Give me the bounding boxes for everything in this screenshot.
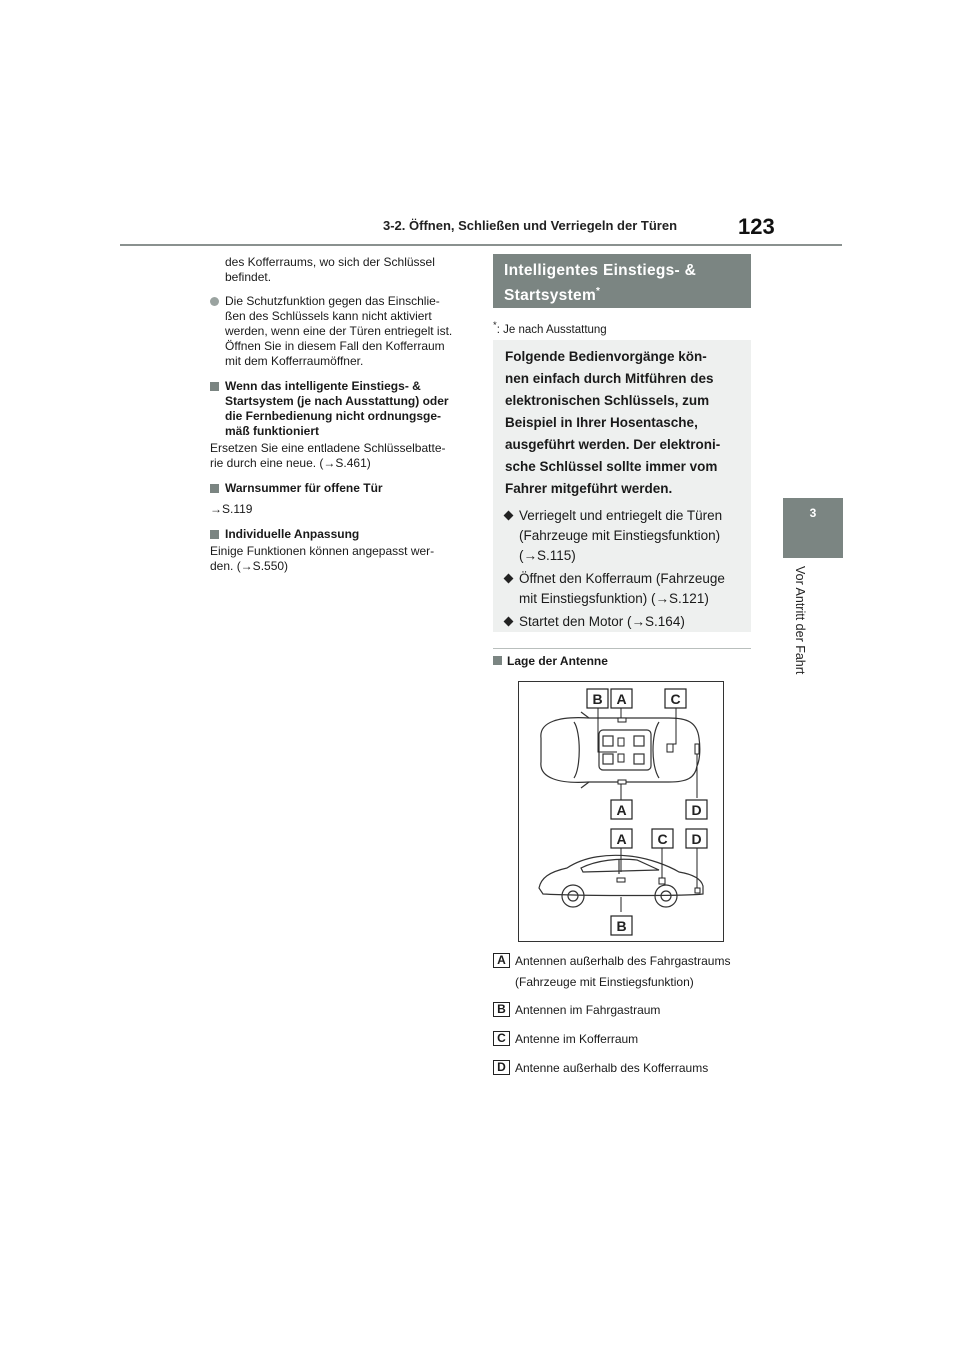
diamond-bullet-icon [504, 574, 514, 584]
header-divider [120, 244, 842, 246]
feature-title-line [504, 281, 740, 306]
text-line: werden, wenn eine der Türen entriegelt ist. [225, 324, 453, 338]
section-divider [493, 648, 751, 649]
label-b-top: B [592, 691, 603, 707]
feature-list [505, 506, 739, 632]
info-box [493, 340, 751, 632]
text-line: Öffnen Sie in diesem Fall den Kofferraum [225, 339, 445, 353]
square-bullet-icon [210, 382, 219, 391]
heading-line: Warnsummer für offene Tür [225, 481, 383, 495]
text-line: ausgeführt werden. Der elektroni- [505, 437, 721, 452]
section-body [210, 441, 470, 471]
legend-key: B [493, 1002, 510, 1017]
text-line: Die Schutzfunktion gegen das Einschlie- [225, 294, 440, 308]
page-reference-link[interactable]: →S.119 [210, 502, 253, 516]
section-body [210, 502, 470, 517]
list-item [505, 569, 739, 609]
diamond-bullet-icon [504, 617, 514, 627]
info-intro [505, 346, 739, 500]
legend-text: Antenne im Kofferraum [515, 1032, 639, 1046]
footnote-mark: * [493, 320, 497, 331]
feature-title-box [493, 254, 751, 308]
text-line: Fahrer mitgeführt werden. [505, 481, 673, 496]
heading-line: mäß funktioniert [225, 424, 320, 438]
legend-key: A [493, 953, 510, 968]
label-c-low: C [657, 831, 668, 847]
heading-line: Startsystem (je nach Ausstattung) oder [225, 394, 449, 408]
text-line: befindet. [225, 270, 272, 284]
section-body [210, 544, 470, 574]
figure-labels [592, 691, 701, 934]
footnote [493, 320, 607, 336]
bullet-paragraph [210, 294, 470, 369]
feature-title-text: Startsystem [504, 287, 597, 305]
label-a-low: A [616, 831, 627, 847]
label-a-mid: A [616, 802, 627, 818]
label-b-bottom: B [616, 918, 627, 934]
square-bullet-icon [210, 530, 219, 539]
page-number: 123 [738, 214, 775, 239]
text-line: Ersetzen Sie eine entladene Schlüsselbatte- [210, 441, 446, 455]
heading-line: Individuelle Anpassung [225, 527, 360, 541]
text-line: Beispiel in Ihrer Hosentasche, [505, 415, 698, 430]
diamond-bullet-icon [504, 511, 514, 521]
text-line: mit dem Kofferraumöffner. [225, 354, 364, 368]
chapter-label: Vor Antritt der Fahrt [793, 566, 807, 675]
page-reference-link[interactable]: mit Einstiegsfunktion) (→S.121) [519, 591, 709, 606]
left-column [210, 255, 470, 574]
footnote-mark: * [596, 286, 601, 297]
section-heading [210, 379, 470, 439]
text-line: ßen des Schlüssels kann nicht aktiviert [225, 309, 432, 323]
legend-row [493, 1029, 753, 1050]
page-reference-link[interactable]: (→S.115) [519, 548, 576, 563]
continued-paragraph [210, 255, 470, 285]
antenna-legend [493, 951, 753, 1079]
text-line: nen einfach durch Mitführen des [505, 371, 714, 386]
antenna-markers-top [618, 718, 699, 784]
legend-text: Antennen im Fahrgastraum [515, 1003, 661, 1017]
label-a-top: A [616, 691, 627, 707]
list-item [505, 506, 739, 566]
antenna-markers-side [617, 878, 700, 893]
label-d-mid: D [691, 802, 702, 818]
heading-line: die Fernbedienung nicht ordnungsge- [225, 409, 441, 423]
text-line: des Kofferraums, wo sich der Schlüssel [225, 255, 435, 269]
label-c-top: C [670, 691, 681, 707]
legend-text: (Fahrzeuge mit Einstiegsfunktion) [515, 975, 694, 989]
antenna-heading-text: Lage der Antenne [507, 654, 608, 668]
list-item [505, 612, 739, 632]
text-line: Öffnet den Kofferraum (Fahrzeuge [519, 571, 725, 586]
legend-row [493, 951, 753, 993]
legend-row [493, 1000, 753, 1021]
text-line: elektronischen Schlüssels, zum [505, 393, 710, 408]
section-title: 3-2. Öffnen, Schließen und Verriegeln der Türen [383, 218, 678, 233]
page-reference-link[interactable]: Startet den Motor (→S.164) [519, 614, 685, 629]
heading-line: Wenn das intelligente Einstiegs- & [225, 379, 421, 393]
text-line: (Fahrzeuge mit Einstiegsfunktion) [519, 528, 721, 543]
feature-title-line: Intelligentes Einstiegs- & [504, 262, 697, 279]
legend-key: C [493, 1031, 510, 1046]
text-line: Einige Funktionen können angepasst wer- [210, 544, 435, 558]
antenna-heading [493, 654, 608, 668]
square-bullet-icon [493, 656, 502, 665]
chapter-number: 3 [809, 506, 817, 520]
figure-label-boxes [587, 689, 707, 935]
legend-row [493, 1058, 753, 1079]
footnote-text: : Je nach Ausstattung [496, 323, 607, 336]
text-line: Verriegelt und entriegelt die Türen [519, 508, 723, 523]
text-line: Folgende Bedienvorgänge kön- [505, 349, 707, 364]
section-heading [210, 481, 470, 496]
bullet-dot-icon [210, 297, 219, 306]
square-bullet-icon [210, 484, 219, 493]
legend-text: Antennen außerhalb des Fahrgastraums [515, 954, 731, 968]
section-heading [210, 527, 470, 542]
car-diagram [519, 682, 725, 943]
page-reference-link[interactable]: rie durch eine neue. (→S.461) [210, 456, 371, 470]
text-line: sche Schlüssel sollte immer vom [505, 459, 718, 474]
legend-text: Antenne außerhalb des Kofferraums [515, 1061, 709, 1075]
antenna-location-figure [518, 681, 724, 942]
legend-key: D [493, 1060, 510, 1075]
page-reference-link[interactable]: den. (→S.550) [210, 559, 289, 573]
label-d-low: D [691, 831, 702, 847]
